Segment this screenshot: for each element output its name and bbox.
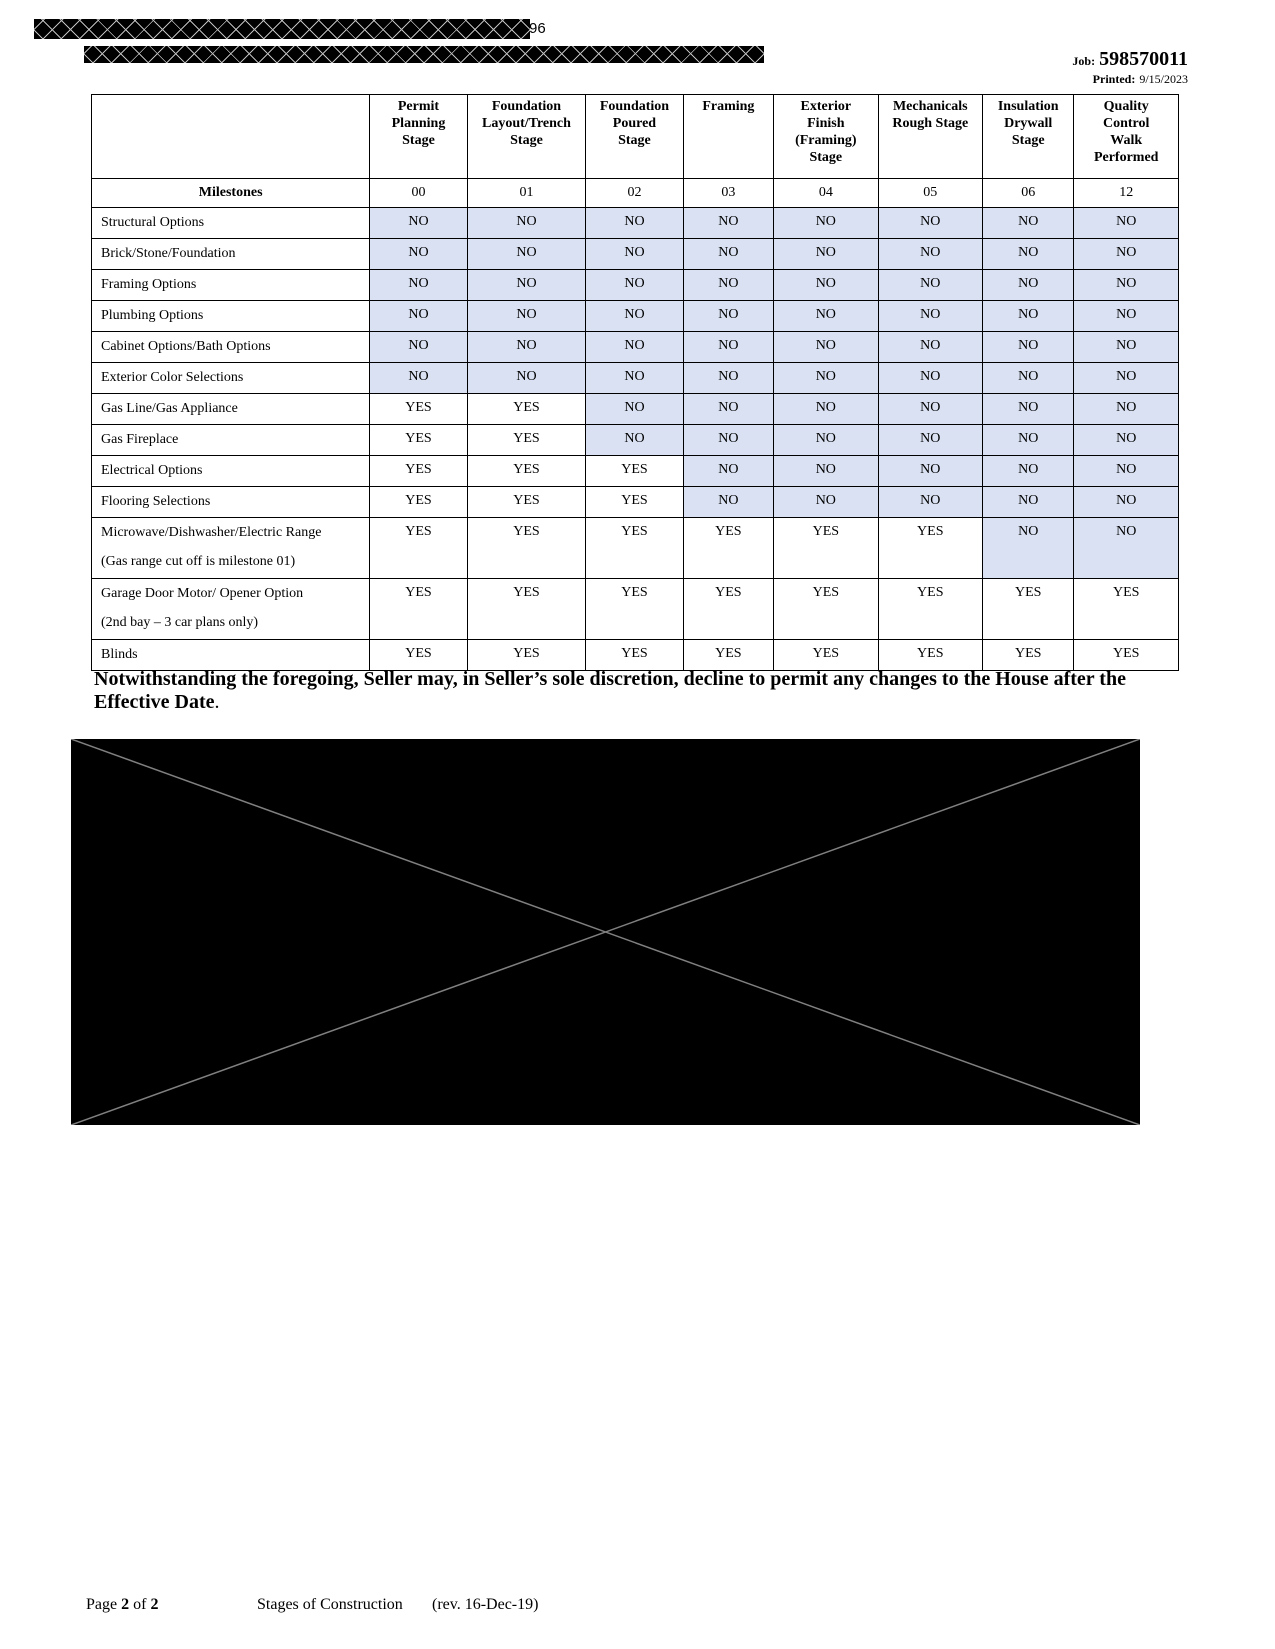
cell-value: NO — [1074, 425, 1179, 456]
row-sublabel-text: (2nd bay – 3 car plans only) — [101, 615, 259, 630]
stage-name-line: Mechanicals — [892, 99, 968, 114]
cell-value: NO — [370, 239, 467, 270]
cell-value: YES — [878, 518, 982, 579]
cell-value: NO — [370, 363, 467, 394]
cell-value: YES — [467, 579, 586, 640]
cell-value: YES — [370, 640, 467, 671]
cell-value: YES — [774, 579, 878, 640]
table-row — [92, 518, 1179, 579]
cell-value: NO — [774, 487, 878, 518]
cell-value: NO — [370, 208, 467, 239]
job-line — [1072, 48, 1188, 70]
row-label — [92, 456, 370, 487]
job-number: 598570011 — [1099, 48, 1188, 70]
row-label-text: Flooring Selections — [101, 494, 211, 509]
stage-name-line: Performed — [1093, 150, 1159, 165]
notice-end: . — [214, 691, 220, 713]
cell-value: YES — [983, 640, 1074, 671]
cell-value: YES — [467, 518, 586, 579]
stage-name-line: Exterior — [800, 99, 852, 114]
cell-value: NO — [774, 363, 878, 394]
stage-name-line: Rough Stage — [892, 116, 969, 131]
stage-header-05 — [878, 95, 982, 179]
cell-value: YES — [983, 579, 1074, 640]
cell-value: YES — [370, 425, 467, 456]
cell-value: NO — [1074, 208, 1179, 239]
table-row — [92, 363, 1179, 394]
cell-value: NO — [467, 332, 586, 363]
row-label — [92, 394, 370, 425]
row-label — [92, 270, 370, 301]
cell-value: YES — [878, 579, 982, 640]
row-label — [92, 640, 370, 671]
cell-value: NO — [774, 301, 878, 332]
cell-value: YES — [586, 518, 683, 579]
row-label — [92, 239, 370, 270]
cell-value: NO — [1074, 456, 1179, 487]
top-page-number: 96 — [529, 20, 546, 37]
cell-value: NO — [983, 208, 1074, 239]
cell-value: NO — [683, 456, 773, 487]
row-label — [92, 363, 370, 394]
cell-value: NO — [370, 301, 467, 332]
table-row — [92, 239, 1179, 270]
stage-name-line: Framing — [702, 99, 755, 114]
revision: (rev. 16-Dec-19) — [432, 1596, 539, 1613]
milestone-number: 05 — [878, 179, 982, 208]
cell-value: YES — [370, 579, 467, 640]
stage-header-02 — [586, 95, 683, 179]
cell-value: NO — [983, 363, 1074, 394]
page-total: 2 — [150, 1596, 159, 1613]
notice-bold-text: Notwithstanding the foregoing, Seller may, in Seller’s sole discretion, decline to permit any changes to the House after the Effective Date — [94, 668, 1126, 713]
table-row — [92, 456, 1179, 487]
cell-value: NO — [774, 456, 878, 487]
cell-value: YES — [878, 640, 982, 671]
cell-value: NO — [878, 456, 982, 487]
cell-value: NO — [586, 332, 683, 363]
cell-value: NO — [878, 208, 982, 239]
cell-value: NO — [774, 425, 878, 456]
cell-value: YES — [467, 456, 586, 487]
stage-header-row — [92, 95, 1179, 179]
cell-value: NO — [774, 208, 878, 239]
stage-name-line: Poured — [612, 116, 657, 131]
cell-value: NO — [683, 270, 773, 301]
stage-name-line: Stage — [510, 133, 543, 148]
page-indicator — [86, 1596, 158, 1613]
cell-value: YES — [774, 640, 878, 671]
table-row — [92, 579, 1179, 640]
stage-header-03 — [683, 95, 773, 179]
page-word: Page — [86, 1596, 118, 1613]
printed-date: 9/15/2023 — [1139, 72, 1188, 86]
cell-value: NO — [983, 301, 1074, 332]
cell-value: NO — [1074, 363, 1179, 394]
cell-value: NO — [983, 487, 1074, 518]
stage-name-line: Walk — [1110, 133, 1143, 148]
row-label-text: Gas Line/Gas Appliance — [101, 401, 238, 416]
printed-line — [1072, 70, 1188, 88]
stage-header-04 — [774, 95, 878, 179]
printed-label: Printed: — [1092, 72, 1136, 86]
cell-value: NO — [370, 270, 467, 301]
row-label — [92, 208, 370, 239]
cell-value: NO — [1074, 270, 1179, 301]
page-current: 2 — [121, 1596, 130, 1613]
table-row — [92, 301, 1179, 332]
stage-name-line: Foundation — [491, 99, 562, 114]
row-label — [92, 518, 370, 579]
cell-value: NO — [683, 332, 773, 363]
row-label-text: Garage Door Motor/ Opener Option — [101, 586, 304, 601]
cell-value: YES — [683, 579, 773, 640]
cell-value: NO — [586, 239, 683, 270]
stage-name-line: Foundation — [599, 99, 670, 114]
cell-value: NO — [586, 425, 683, 456]
cell-value: NO — [878, 332, 982, 363]
table-row — [92, 394, 1179, 425]
of-word: of — [133, 1596, 147, 1613]
cell-value: NO — [983, 270, 1074, 301]
row-label — [92, 579, 370, 640]
cell-value: YES — [370, 518, 467, 579]
cell-value: NO — [467, 363, 586, 394]
placeholder-cross-icon — [71, 739, 1140, 1125]
cell-value: NO — [1074, 332, 1179, 363]
cell-value: YES — [586, 487, 683, 518]
row-label-text: Framing Options — [101, 277, 197, 292]
cell-value: NO — [878, 270, 982, 301]
milestone-number: 01 — [467, 179, 586, 208]
stage-name-line: Stage — [618, 133, 651, 148]
stage-header-12 — [1074, 95, 1179, 179]
cell-value: NO — [1074, 394, 1179, 425]
cell-value: NO — [683, 487, 773, 518]
cell-value: NO — [467, 270, 586, 301]
cell-value: NO — [586, 363, 683, 394]
cell-value: YES — [683, 518, 773, 579]
table-row — [92, 640, 1179, 671]
cell-value: YES — [586, 456, 683, 487]
cell-value: YES — [683, 640, 773, 671]
row-label-text: Structural Options — [101, 215, 205, 230]
stage-header-00 — [370, 95, 467, 179]
cell-value: YES — [1074, 640, 1179, 671]
cell-value: NO — [878, 301, 982, 332]
cell-value: YES — [774, 518, 878, 579]
row-label-text: Cabinet Options/Bath Options — [101, 339, 271, 354]
cell-value: NO — [878, 425, 982, 456]
image-placeholder — [71, 739, 1140, 1125]
row-label — [92, 301, 370, 332]
row-label-text: Blinds — [101, 647, 138, 662]
row-label — [92, 487, 370, 518]
table-row — [92, 270, 1179, 301]
stage-header-06 — [983, 95, 1074, 179]
cell-value: NO — [370, 332, 467, 363]
cell-value: NO — [586, 208, 683, 239]
milestone-number: 00 — [370, 179, 467, 208]
cell-value: NO — [983, 394, 1074, 425]
cell-value: NO — [983, 425, 1074, 456]
job-info — [1072, 48, 1188, 88]
notice-paragraph — [94, 668, 1184, 714]
stage-name-line: Drywall — [1004, 116, 1053, 131]
milestone-row — [92, 179, 1179, 208]
row-sublabel-text: (Gas range cut off is milestone 01) — [101, 554, 296, 569]
row-label-text: Exterior Color Selections — [101, 370, 244, 385]
row-label-text: Microwave/Dishwasher/Electric Range — [101, 525, 322, 540]
cell-value: NO — [878, 394, 982, 425]
job-label: Job: — [1072, 54, 1096, 68]
stage-name-line: Permit — [397, 99, 440, 114]
cell-value: YES — [586, 640, 683, 671]
stages-table — [91, 94, 1179, 671]
cell-value: NO — [983, 518, 1074, 579]
table-row — [92, 332, 1179, 363]
row-label-text: Gas Fireplace — [101, 432, 179, 447]
cell-value: NO — [878, 239, 982, 270]
cell-value: NO — [683, 394, 773, 425]
cell-value: NO — [774, 394, 878, 425]
stage-name-line: Control — [1103, 116, 1150, 131]
cell-value: YES — [467, 487, 586, 518]
cell-value: NO — [467, 239, 586, 270]
row-label-text: Brick/Stone/Foundation — [101, 246, 236, 261]
cell-value: NO — [1074, 487, 1179, 518]
stage-name-line: Stage — [809, 150, 843, 165]
redacted-bar — [84, 46, 764, 63]
header-blank-cell — [92, 95, 370, 179]
cell-value: YES — [467, 640, 586, 671]
stage-name-line: Insulation — [997, 99, 1059, 114]
cell-value: NO — [586, 394, 683, 425]
cell-value: NO — [983, 456, 1074, 487]
row-label — [92, 332, 370, 363]
cell-value: YES — [1074, 579, 1179, 640]
milestone-number: 06 — [983, 179, 1074, 208]
stage-header-01 — [467, 95, 586, 179]
cell-value: NO — [983, 332, 1074, 363]
table-row — [92, 208, 1179, 239]
stage-name-line: (Framing) — [795, 133, 857, 148]
milestone-number: 04 — [774, 179, 878, 208]
cell-value: NO — [683, 425, 773, 456]
cell-value: YES — [467, 425, 586, 456]
cell-value: NO — [878, 487, 982, 518]
footer — [86, 1596, 539, 1614]
cell-value: NO — [467, 301, 586, 332]
doc-title: Stages of Construction — [257, 1596, 403, 1613]
stage-name-line: Layout/Trench — [482, 116, 571, 131]
cell-value: YES — [370, 394, 467, 425]
cell-value: YES — [370, 487, 467, 518]
stage-name-line: Planning — [391, 116, 446, 131]
cell-value: NO — [586, 270, 683, 301]
row-label-text: Plumbing Options — [101, 308, 204, 323]
milestone-number: 03 — [683, 179, 773, 208]
cell-value: YES — [467, 394, 586, 425]
cell-value: YES — [370, 456, 467, 487]
cell-value: NO — [683, 363, 773, 394]
cell-value: NO — [1074, 301, 1179, 332]
cell-value: NO — [774, 332, 878, 363]
cell-value: NO — [774, 239, 878, 270]
stage-name-line: Quality — [1103, 99, 1149, 114]
cell-value: NO — [774, 270, 878, 301]
cell-value: NO — [467, 208, 586, 239]
cell-value: NO — [1074, 518, 1179, 579]
cell-value: NO — [983, 239, 1074, 270]
stage-name-line: Stage — [1011, 133, 1045, 148]
cell-value: NO — [683, 301, 773, 332]
stage-name-line: Finish — [807, 116, 845, 131]
row-label-text: Electrical Options — [101, 463, 203, 478]
cell-value: NO — [586, 301, 683, 332]
cell-value: NO — [1074, 239, 1179, 270]
milestones-label: Milestones — [92, 179, 370, 208]
milestone-number: 02 — [586, 179, 683, 208]
cell-value: YES — [586, 579, 683, 640]
row-label — [92, 425, 370, 456]
redacted-bar — [34, 19, 530, 39]
table-row — [92, 487, 1179, 518]
table-row — [92, 425, 1179, 456]
stage-name-line: Stage — [402, 133, 435, 148]
milestone-number: 12 — [1074, 179, 1179, 208]
cell-value: NO — [683, 208, 773, 239]
cell-value: NO — [878, 363, 982, 394]
cell-value: NO — [683, 239, 773, 270]
